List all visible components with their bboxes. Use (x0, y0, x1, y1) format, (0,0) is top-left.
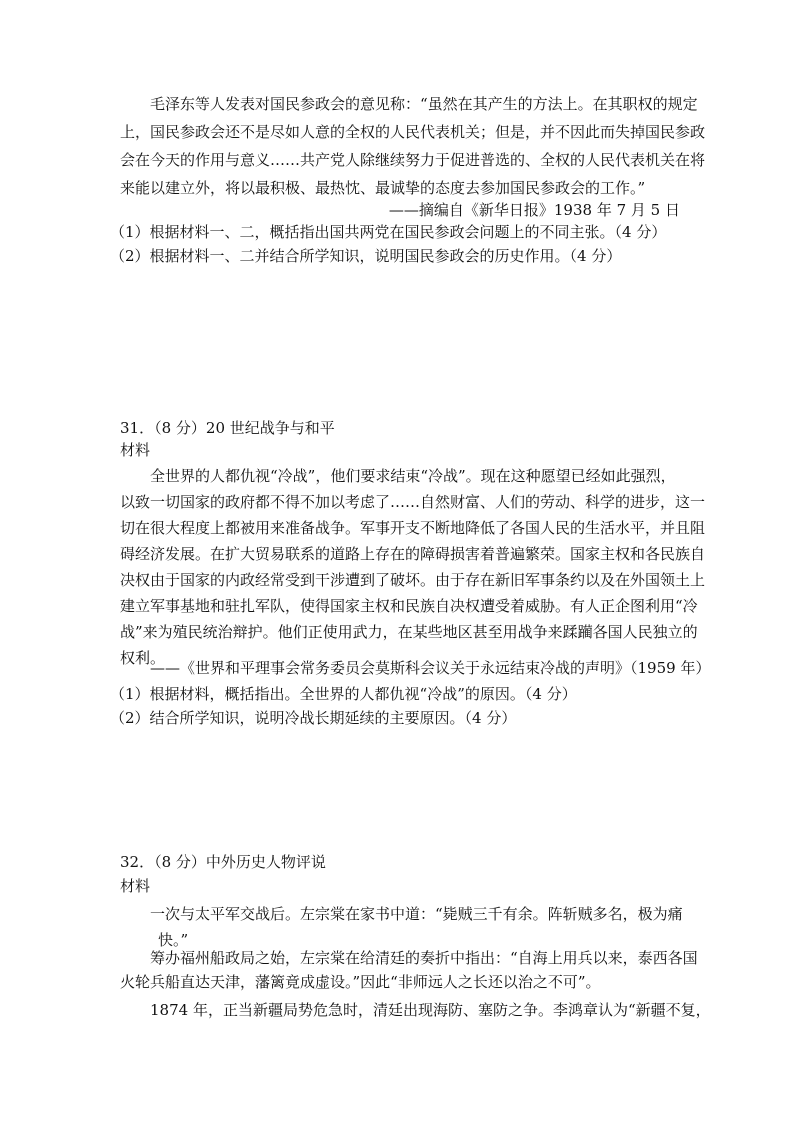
question-heading: 31．（8 分）20 世纪战争与和平 (120, 419, 335, 437)
question-2: （2）结合所学知识，说明冷战长期延续的主要原因。（4 分） (110, 709, 517, 727)
material-line: 火轮兵船直达天津，藩篱竟成虚设。”因此“非师远人之长还以治之不可”。 (120, 973, 601, 991)
material-label: 材料 (120, 877, 151, 895)
question-1: （1）根据材料，概括指出。全世界的人都仇视“冷战”的原因。（4 分） (110, 685, 577, 703)
material-line: 建立军事基地和驻扎军队，使得国家主权和民族自决权遭受着威胁。有人正企图利用“冷 (120, 597, 698, 615)
material-line: 以致一切国家的政府都不得不加以考虑了……自然财富、人们的劳动、科学的进步，这一 (120, 493, 706, 511)
material-line: 来能以建立外，将以最积极、最热忱、最诚挚的态度去参加国民参政会的工作。” (120, 179, 646, 197)
question-1: （1）根据材料一、二，概括指出国共两党在国民参政会问题上的不同主张。（4 分） (110, 223, 667, 241)
material-line: 切在很大程度上都被用来准备战争。军事开支不断地降低了各国人民的生活水平，并且阻 (120, 519, 706, 537)
material-line: 一次与太平军交战后。左宗棠在家书中道：“毙贼三千有余。阵斩贼多名，极为痛 (150, 905, 683, 923)
material-line: 筹办福州船政局之始，左宗棠在给清廷的奏折中指出：“自海上用兵以来，泰西各国 (150, 949, 698, 967)
material-line: 碍经济发展。在扩大贸易联系的道路上存在的障碍损害着普遍繁荣。国家主权和各民族自 (120, 545, 706, 563)
material-source: ——摘编自《新华日报》1938 年 7 月 5 日 (388, 201, 680, 219)
material-line: 1874 年，正当新疆局势危急时，清廷出现海防、塞防之争。李鸿章认为“新疆不复， (150, 1001, 711, 1019)
material-line: 决权由于国家的内政经常受到干涉遭到了破坏。由于存在新旧军事条约以及在外国领土上 (120, 571, 706, 589)
question-heading: 32．（8 分）中外历史人物评说 (120, 853, 326, 871)
material-label: 材料 (120, 441, 151, 459)
material-source: ——《世界和平理事会常务委员会莫斯科会议关于永远结束冷战的声明》（1959 年） (150, 659, 711, 677)
material-line: 战”来为殖民统治辩护。他们正使用武力，在某些地区甚至用战争来蹂躏各国人民独立的 (120, 623, 698, 641)
question-2: （2）根据材料一、二并结合所学知识，说明国民参政会的历史作用。（4 分） (110, 247, 622, 265)
material-line: 会在今天的作用与意义……共产党人除继续努力于促进普选的、全权的人民代表机关在将 (120, 151, 706, 169)
material-line: 快。” (158, 931, 189, 949)
material-line: 毛泽东等人发表对国民参政会的意见称：“虽然在其产生的方法上。在其职权的规定 (150, 95, 698, 113)
material-line: 权利。 (120, 649, 166, 667)
material-line: 上，国民参政会还不是尽如人意的全权的人民代表机关；但是，并不因此而失掉国民参政 (120, 123, 706, 141)
material-line: 全世界的人都仇视“冷战”，他们要求结束“冷战”。现在这种愿望已经如此强烈， (150, 467, 676, 485)
